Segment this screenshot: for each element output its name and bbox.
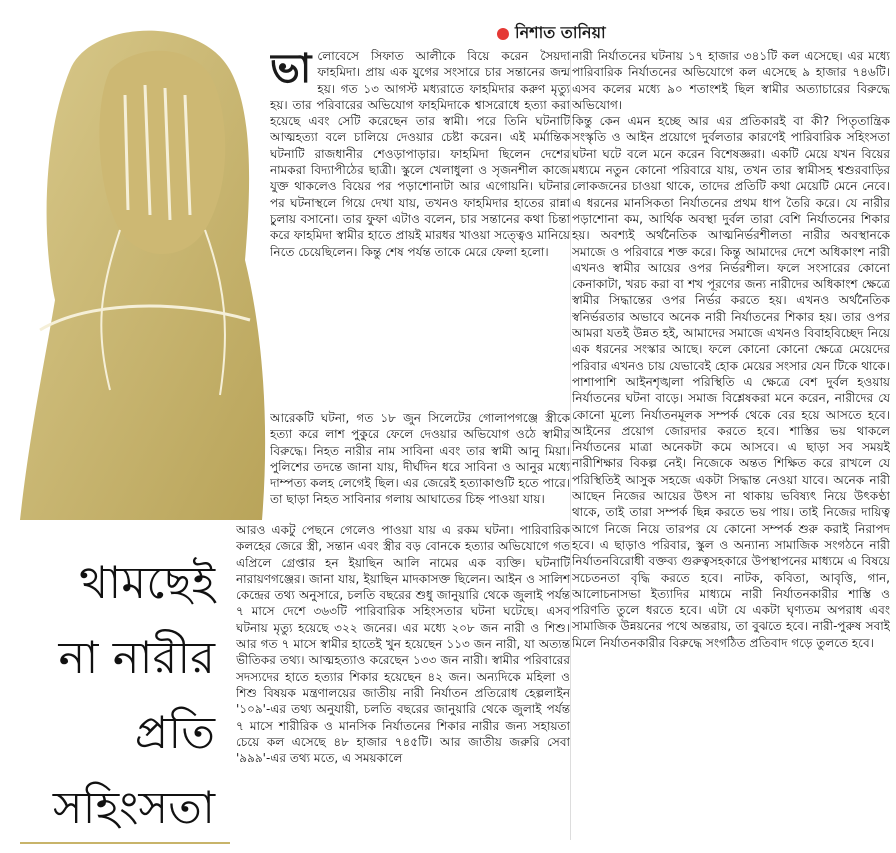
article-paragraph-3: আরও একটু পেছনে গেলেও পাওয়া যায় এ রকম ঘটনা। পারিবারিক কলহের জেরে স্ত্রী, সন্তান এবং স্ত্রীর বড় বোনকে হত্যার অভিযোগে গত এপ্রিলে গ্রেপ্তার হন ইয়াছিন আলি নামের এক ব্যক্তি। ঘটনাটি নারায়ণগঞ্জের। জানা যায়, ইয়াছিন মাদকাসক্ত ছিলেন। আইন ও সালিশ কেন্দ্রের তথ্য অনুসারে, চলতি বছরের শুধু জানুয়ারি থেকে জুলাই পর্যন্ত ৭ মাসে দেশে ৩৬৩টি পারিবারিক সহিংসতার ঘটনা ঘটেছে। এসব ঘটনায় মৃত্যু হয়েছে ৩২২ জনের। এর মধ্যে ২০৮ জন নারী ও শিশু। আর গত ৭ মাসে স্বামীর হাতেই খুন হয়েছেন ১১৩ জন নারী, যা অত্যন্ত ভীতিকর তথ্য। আত্মহত্যাও করেছেন ১৩৩ জন নারী। স্বামীর পরিবারের সদস্যদের হাতে হত্যার শিকার হয়েছেন ৪২ জন। অন্যদিকে মহিলা ও শিশু বিষয়ক মন্ত্রণালয়ের জাতীয় নারী নির্যাতন প্রতিরোধ হেল্পলাইন '১০৯'-এর তথ্য অনুযায়ী, চলতি বছরের জানুয়ারি থেকে জুলাই পর্যন্ত ৭ মাসে শারীরিক ও মানসিক নির্যাতনের শিকার নারীর জন্য সহায়তা চেয়ে কল এসেছে ৪৮ হাজার ৭৪৫টি। আর জাতীয় জরুরি সেবা '৯৯৯'-এর তথ্য মতে, এ সময়কালে (236, 523, 570, 766)
article-column-2 (270, 410, 570, 530)
article-paragraph-1: লোবেসে সিফাত আলীকে বিয়ে করেন সৈয়দা ফাহমিদা। প্রায় এক যুগের সংসারে চার সন্তানের জন্ম হয়। গত ১৩ আগস্ট মধ্যরাতে ফাহমিদার করুণ মৃত্যু হয়। তার পরিবারের অভিযোগ ফাহমিদাকে শ্বাসরোধে হত্যা করা হয়েছে এবং সেটি করেছেন তার স্বামী। পরে তিনি ঘটনাটি আত্মহত্যা বলে চালিয়ে দেওয়ার চেষ্টা করেন। এই মর্মান্তিক ঘটনাটি রাজধানীর শেওড়াপাড়ার। ফাহমিদা ছিলেন দেশের নামকরা বিদ্যাপীঠের ছাত্রী। স্কুলে খেলাধুলা ও সৃজনশীল কাজে যুক্ত থাকলেও বিয়ের পর পড়াশোনাটা আর এগোয়নি। ঘটনার পর ঘটনাস্থলে গিয়ে দেখা যায়, তখনও ফাহমিদার হাতের রান্না চুলায় বসানো। তার ফুফা এটাও বলেন, চার সন্তানের কথা চিন্তা করে ফাহমিদা স্বামীর হাতে প্রায়ই মারধর খাওয়া সত্ত্বেও মানিয়ে নিতে চেয়েছিলেন। কিন্তু শেষ পর্যন্ত তাকে মেরে ফেলা হলো। (270, 49, 570, 259)
headline-line-3: প্রতি (134, 706, 215, 759)
headline-line-1: থামছেই (79, 556, 215, 609)
headline (20, 545, 215, 845)
article-column-1 (270, 48, 570, 428)
article-paragraph-5: কিন্তু কেন এমন হচ্ছে আর এর প্রতিকারই বা কী? পিতৃতান্ত্রিক সংস্কৃতি ও আইন প্রয়োগে দুর্বলতার কারণেই পারিবারিক সহিংসতা ঘটনা ঘটে বলে মনে করেন বিশেষজ্ঞরা। একটি মেয়ে যখন বিয়ের মধ্যমে নতুন কোনো পরিবারে যায়, তখন তার স্বামীসহ শ্বশুরবাড়ির লোকজনের চাওয়া থাকে, তাদের প্রতিটি কথা মেয়েটি মেনে নেবে। এ ধরনের মানসিকতা নির্যাতনের প্রথম ধাপ তৈরি করে। যে নারীর পড়াশোনা কম, আর্থিক অবস্থা দুর্বল তারা বেশি নির্যাতনের শিকার হয়। অবশ্যই অর্থনৈতিক আত্মনির্ভরশীলতা নারীর অবস্থানকে সমাজে ও পরিবারে শক্ত করে। কিন্তু আমাদের দেশে অধিকাংশ নারী এখনও স্বামীর আয়ের ওপর নির্ভরশীল। ফলে সংসারের কোনো কেনাকাটা, খরচ করা বা শখ পূরণের জন্য নারীদের অধিকাংশ ক্ষেত্রে স্বামীর সিদ্ধান্তের ওপর নির্ভর করতে হয়। এখনও অর্থনৈতিক স্বনির্ভরতার অভাবে অনেক নারী নির্যাতনের শিকার হয়। তার ওপর আমরা যতই উন্নত হই, আমাদের সমাজে এখনও বিবাহবিচ্ছেদ নিয়ে এক ধরনের সংস্কার আছে। ফলে কোনো কোনো ক্ষেত্রে মেয়েদের পরিবার এখনও চায় যেভাবেই হোক মেয়ের সংসার যেন টিকে থাকে। পাশাপাশি আইনশৃঙ্খলা পরিস্থিতি এ ক্ষেত্রে বেশ দুর্বল হওয়ায় নির্যাতনের ঘটনা বাড়ে। সমাজ বিশ্লেষকরা মনে করেন, নারীদের যে কোনো মূল্যে নির্যাতনমূলক সম্পর্ক থেকে বের হয়ে আসতে হবে। আইনের প্রয়োগ জোরদার করতে হবে। শাস্তির ভয় থাকলে নির্যাতনের মাত্রা অনেকটা কমে আসবে। এ ছাড়া সব সময়ই নারীশিক্ষার বিকল্প নেই। নিজেকে অন্তত শিক্ষিত করে রাখলে যে পরিস্থিতিই আসুক সহজে একটা সিদ্ধান্ত নেওয়া যাবে। অনেক নারী আছেন নিজের আয়ের উৎস না থাকায় ভবিষ্যৎ নিয়ে উৎকণ্ঠা থাকে, তাই তারা সম্পর্ক ছিন্ন করতে ভয় পায়। তাই নিজের দায়িত্ব আগে নিজে নিয়ে তারপর যে কোনো সম্পর্ক শুরু করাই নিরাপদ হবে। এ ছাড়াও পরিবার, স্কুল ও অন্যান্য সামাজিক সংগঠনে নারী নির্যাতনবিরোধী বক্তব্য গুরুত্বসহকারে উপস্থাপনের মাধ্যমে এ বিষয়ে সচেতনতা বৃদ্ধি করতে হবে। নাটক, কবিতা, আবৃত্তি, গান, আলোচনাসভা ইত্যাদির মাধ্যমে নারী নির্যাতনকারীর শাস্তি ও পরিণতি তুলে ধরতে হবে। এটা যে একটা ঘৃণ্যতম অপরাধ এবং সামাজিক উন্নয়নের পথে অন্তরায়, তা বুঝতে হবে। নারী-পুরুষ সবাই মিলে নির্যাতনকারীর বিরুদ্ধে সংগঠিত প্রতিবাদ গড়ে তুলতে হবে। (572, 114, 890, 650)
drop-cap: ভা (270, 48, 312, 92)
byline (497, 20, 606, 47)
article-column-3 (236, 522, 570, 852)
red-dot-icon (497, 28, 509, 40)
article-paragraph-2: আরেকটি ঘটনা, গত ১৮ জুন সিলেটের গোলাপগঞ্জে স্ত্রীকে হত্যা করে লাশ পুকুরে ফেলে দেওয়ার অভিযোগ ওঠে স্বামীর বিরুদ্ধে। নিহত নারীর নাম সাবিনা এবং তার স্বামী আনু মিয়া। পুলিশের তদন্তে জানা যায়, দীর্ঘদিন ধরে সাবিনা ও আনুর মধ্যে দাম্পত্য কলহ লেগেই ছিল। এর জেরেই হত্যাকাণ্ডটি হতে পারে। তা ছাড়া নিহত সাবিনার গলায় আঘাতের চিহ্ন পাওয়া যায়। (270, 411, 570, 507)
woman-covering-face-illustration (0, 0, 272, 520)
author-name: নিশাত তানিয়া (515, 23, 606, 42)
headline-line-2: না নারীর (58, 631, 215, 684)
woman-illustration-graphic (0, 0, 272, 520)
headline-line-4: সহিংসতা (52, 781, 215, 834)
column-divider (570, 50, 571, 840)
headline-underline (20, 842, 230, 844)
article-paragraph-4: নারী নির্যাতনের ঘটনায় ১৭ হাজার ৩৪১টি কল এসেছে। এর মধ্যে পারিবারিক নির্যাতনের অভিযোগে কল এসেছে ৯ হাজার ৭৪৬টি। এসব কলের মধ্যে ৯০ শতাংশই ছিল স্বামীর অত্যাচারের বিরুদ্ধে অভিযোগ। (572, 49, 890, 112)
article-column-right (572, 48, 890, 853)
